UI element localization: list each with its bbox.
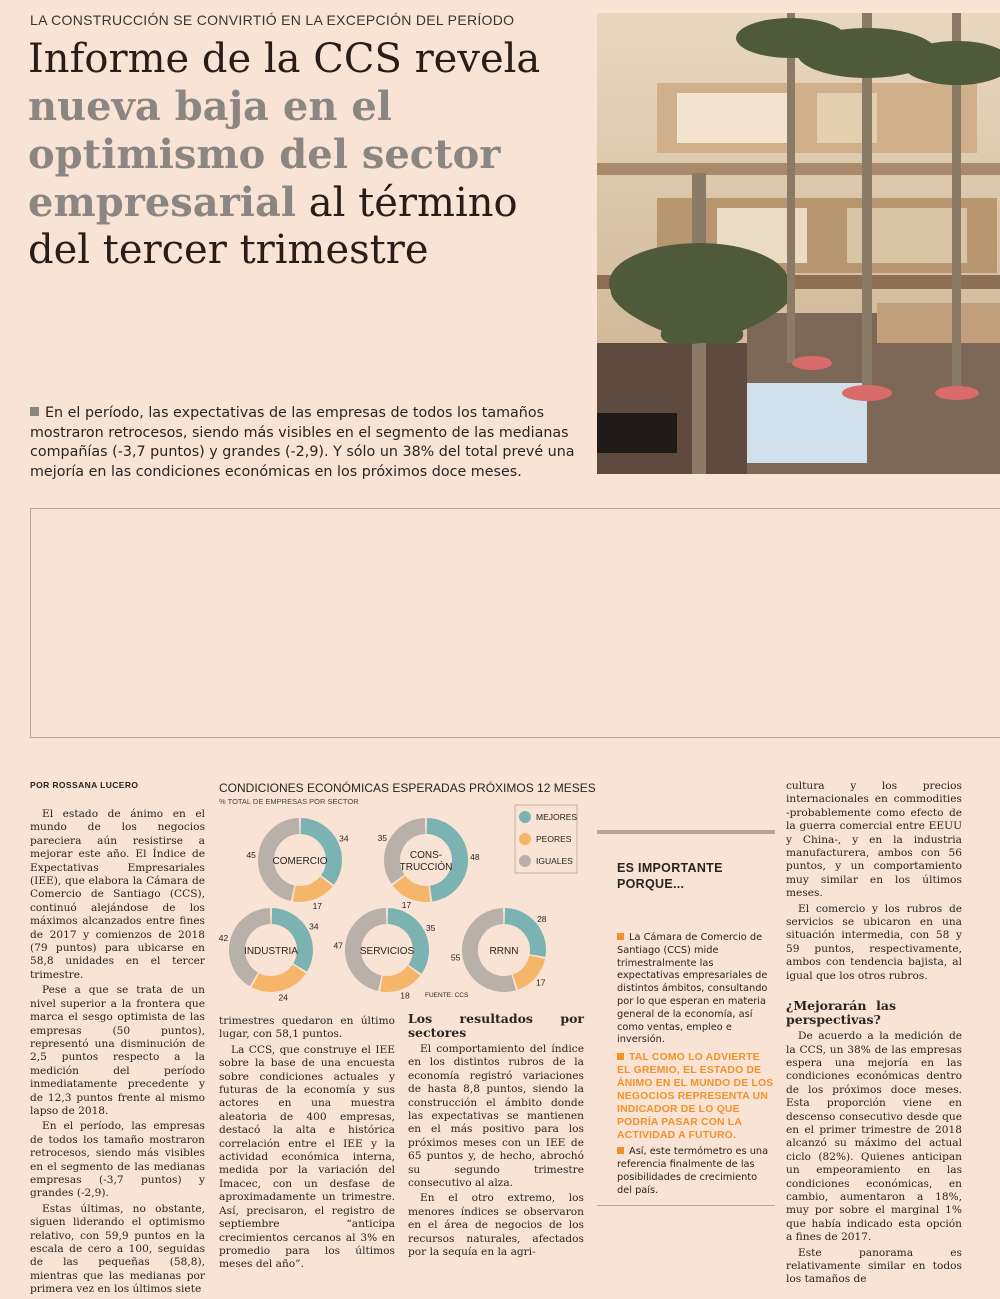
paragraph: En el período, las empresas de todos los tamaño mostraron retrocesos, siendo más visibles en el segmento de las medianas empresas (-3,7 puntos) y grandes (-2,9). <box>30 1120 205 1200</box>
orange-square-icon <box>617 933 624 940</box>
donut-sector-label: RRNN <box>489 946 519 957</box>
donut-sector-label: COMERCIO <box>272 856 328 867</box>
donut-value-label: 17 <box>401 900 412 910</box>
sidebar-bottom-rule <box>597 1205 775 1206</box>
donut-value-label: 47 <box>333 940 343 951</box>
donut-value-label: 48 <box>470 851 480 862</box>
paragraph: trimestres quedaron en último lugar, con 58,1 puntos. <box>219 1015 395 1041</box>
donut-value-label: 28 <box>537 913 547 924</box>
empty-ad-frame <box>30 508 1000 738</box>
donut-slice-peores <box>294 881 326 894</box>
donut-slice-peores <box>255 969 299 984</box>
donut-sector-label: INDUSTRIA <box>244 946 298 957</box>
donut-slice-peores <box>515 957 537 982</box>
chart-subtitle: % TOTAL DE EMPRESAS POR SECTOR <box>219 797 359 806</box>
chart-title: CONDICIONES ECONÓMICAS ESPERADAS PRÓXIMOS 12 MESES <box>219 781 596 795</box>
donut-value-label: 45 <box>246 850 256 861</box>
lead-paragraph <box>30 404 575 482</box>
section-subhead: ¿Mejorarán las perspectivas? <box>786 998 896 1028</box>
paragraph: La CCS, que construye el IEE sobre la base de una encuesta sobre condiciones actuales y futuras de la economía y sus actores en una muestra aleatoria de 400 empresas, destacó la alta e histórica correlación entre el IEE y la actividad económica interna, medida por la variación del Imacec, con un desfase de aproximadamente un trimestre. Así, precisaron, el registro de septiembre “anticipa crecimientos cercanos al 3% en promedio para los últimos meses del año”. <box>219 1043 395 1271</box>
paragraph: En el otro extremo, los menores índices se observaron en el área de negocios de los recursos naturales, afectados por la sequía en la agri- <box>408 1192 584 1259</box>
legend-swatch <box>519 833 531 845</box>
paragraph: Pese a que se trata de un nivel superior a la frontera que marca el sesgo optimista de las empresas (50 puntos), representó una disminución de 2,5 puntos respecto a la medición del período inmediatamente precedente y de 12,3 puntos frente al mismo lapso de 2018. <box>30 984 205 1117</box>
headline-part2: al término del tercer trimestre <box>28 180 518 273</box>
orange-square-icon <box>617 1147 624 1154</box>
sidebar-item: Así, este termómetro es una referencia finalmente de las posibilidades de crecimiento del país. <box>617 1146 769 1196</box>
sidebar-rule <box>597 830 775 834</box>
sector-donut-chart <box>219 805 584 1005</box>
donut-value-label: 18 <box>400 990 410 1001</box>
headline-part1: Informe de la CCS revela <box>28 36 541 82</box>
donut-slice-mejores <box>388 916 421 969</box>
article-column-5 <box>786 780 962 1289</box>
sidebar-highlight: TAL COMO LO ADVIERTE EL GREMIO, EL ESTADO DE ÁNIMO EN EL MUNDO DE LOS NEGOCIOS REPRESENTA UN INDICADOR DE LO QUE PODRÍA PASAR CON LA ACTIVIDAD A FUTURO. <box>617 1052 774 1142</box>
byline: POR ROSSANA LUCERO <box>30 780 139 790</box>
donut-sector-label: SERVICIOS <box>359 946 415 957</box>
paragraph: Estas últimas, no obstante, siguen liderando el optimismo relativo, con 59,9 puntos en la escala de cero a 100, seguidas de las pequeñas (58,8), mientras que las medianas por primera vez en los últimos siete <box>30 1202 205 1296</box>
paragraph: Este panorama es relativamente similar en todos los tamaños de <box>786 1246 962 1286</box>
headline <box>28 36 588 274</box>
donut-slice-mejores <box>301 826 334 880</box>
article-column-2 <box>219 1015 395 1274</box>
donut-sector-label: TRUCCIÓN <box>399 862 453 873</box>
legend-label: MEJORES <box>536 812 578 822</box>
orange-square-icon <box>617 1053 624 1060</box>
article-column-1 <box>30 808 205 1299</box>
sidebar-box <box>597 830 775 1206</box>
paragraph: El comercio y los rubros de servicios se ubicaron en una situación intermedia, con 58 y 59 puntos, respectivamente, ambos con tendencia bajista, al igual que los otros rubros. <box>786 902 962 982</box>
donut-slice-peores <box>399 881 429 894</box>
square-bullet-icon <box>30 407 39 416</box>
donut-value-label: 55 <box>450 952 461 963</box>
donut-slice-mejores <box>272 916 305 967</box>
legend-label: PEORES <box>536 834 572 844</box>
donut-value-label: 35 <box>425 922 436 933</box>
lead-text: En el período, las expectativas de las empresas de todos los tamaños mostraron retrocesos, siendo más visibles en el segmento de las medianas compañías (-3,7 puntos) y grandes (-2,9). Y sólo un 38% del total prevé una mejoría en las condiciones económicas en los próximos doce meses. <box>30 405 575 480</box>
paragraph: De acuerdo a la medición de la CCS, un 38% de las empresas espera una mejoría en las condiciones económicas dentro de los próximos doce meses. Esta proporción viene en descenso consecutivo desde que en el primer trimestre de 2018 alcanzó su máximo del actual ciclo (82%). Quienes anticipan un empeoramiento en las condiciones económicas, en cambio, aumentaron a 18%, muy por sobre el marginal 1% que había indicado esta opción a fines de 2017. <box>786 1030 962 1244</box>
legend-swatch <box>519 855 531 867</box>
donut-value-label: 34 <box>309 921 319 932</box>
paragraph: cultura y los precios internacionales en commodities -probablemente como efecto de la guerra comercial entre EEUU y China-, y en la industria manufacturera, ambos con 56 puntos, y un comportamiento muy similar en los últimos meses. <box>786 780 962 900</box>
chart-source: FUENTE: CCS <box>425 992 469 999</box>
kicker: LA CONSTRUCCIÓN SE CONVIRTIÓ EN LA EXCEPCIÓN DEL PERÍODO <box>30 12 515 28</box>
donut-value-label: 17 <box>312 900 323 911</box>
sidebar-item: La Cámara de Comercio de Santiago (CCS) mide trimestralmente las expectativas empresariales de distintos ámbitos, consultando por lo que esperan en materia general de la economía, así como ventas, empleo e inversión. <box>617 932 768 1046</box>
donut-value-label: 24 <box>278 992 288 1003</box>
donut-slice-peores <box>381 971 414 984</box>
donut-value-label: 34 <box>339 833 349 844</box>
donut-value-label: 17 <box>536 977 546 988</box>
legend-label: IGUALES <box>536 856 573 866</box>
sidebar-title: ES IMPORTANTE PORQUE... <box>617 861 723 891</box>
donut-sector-label: CONS- <box>409 850 443 861</box>
paragraph: El comportamiento del índice en los distintos rubros de la economía registró variaciones de hasta 8,8 puntos, siendo la construcción el ámbito donde las expectativas se mantienen en el más positivo para los próximos meses con un IEE de 65 puntos y, de hecho, abrochó su segundo trimestre consecutivo al alza. <box>408 1043 584 1190</box>
donut-value-label: 42 <box>218 932 229 943</box>
legend-swatch <box>519 811 531 823</box>
section-subhead: Los resultados por sectores <box>408 1011 584 1040</box>
paragraph: El estado de ánimo en el mundo de los negocios pareciera aún resistirse a mejorar este año. El Índice de Expectativas Empresariales (IEE), que elabora la Cámara de Comercio de Santiago (CCS), continuó alejándose de los máximos alcanzados entre fines de 2017 y comienzos de 2018 (79 puntos) para ubicarse en 58,8 unidades en el tercer trimestre. <box>30 808 205 981</box>
mall-photo <box>597 13 1000 474</box>
article-column-3 <box>408 1012 584 1262</box>
headline-highlight: nueva baja en el optimismo del sector empresarial <box>28 83 501 226</box>
donut-value-label: 35 <box>377 832 388 843</box>
